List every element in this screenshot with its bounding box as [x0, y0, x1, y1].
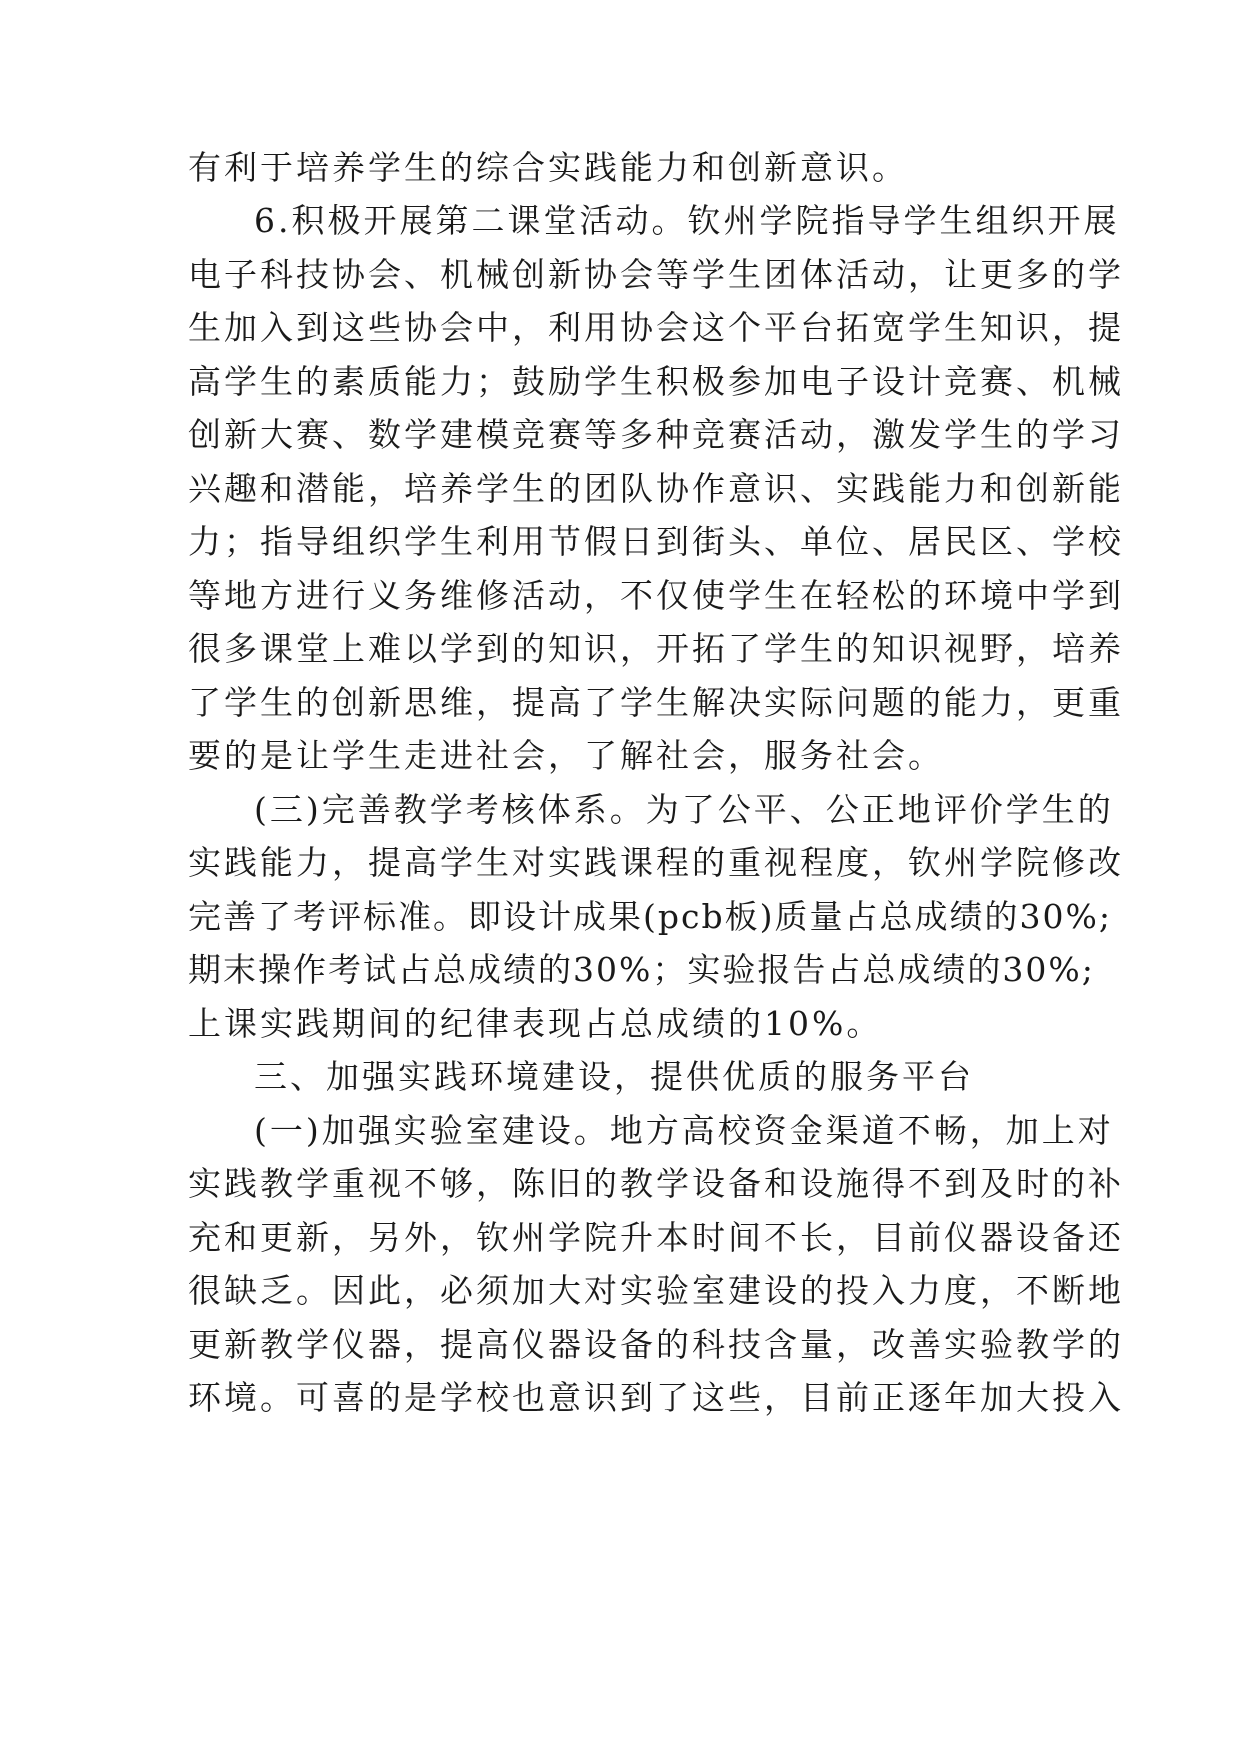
- text-line: 了学生的创新思维，提高了学生解决实际问题的能力，更重: [188, 683, 1124, 722]
- text-line: 力；指导组织学生利用节假日到街头、单位、居民区、学校: [188, 522, 1124, 561]
- text-line: 实践教学重视不够，陈旧的教学设备和设施得不到及时的补: [188, 1164, 1124, 1203]
- text-line: (一)加强实验室建设。地方高校资金渠道不畅，加上对: [254, 1111, 1114, 1150]
- text-line: 兴趣和潜能，培养学生的团队协作意识、实践能力和创新能: [188, 469, 1124, 508]
- text-line: 等地方进行义务维修活动，不仅使学生在轻松的环境中学到: [188, 576, 1124, 615]
- text-line: 有利于培养学生的综合实践能力和创新意识。: [188, 148, 908, 187]
- text-line: 生加入到这些协会中，利用协会这个平台拓宽学生知识，提: [188, 308, 1124, 347]
- text-line: 创新大赛、数学建模竞赛等多种竞赛活动，激发学生的学习: [188, 415, 1124, 454]
- text-line: 完善了考评标准。即设计成果(pcb板)质量占总成绩的30%;: [188, 897, 1112, 936]
- text-line: 更新教学仪器，提高仪器设备的科技含量，改善实验教学的: [188, 1325, 1124, 1364]
- text-line: 很缺乏。因此，必须加大对实验室建设的投入力度，不断地: [188, 1271, 1124, 1310]
- text-line: 环境。可喜的是学校也意识到了这些，目前正逐年加大投入: [188, 1378, 1124, 1417]
- text-line: 6.积极开展第二课堂活动。钦州学院指导学生组织开展: [254, 201, 1120, 240]
- text-line: 期末操作考试占总成绩的30%；实验报告占总成绩的30%;: [188, 950, 1095, 989]
- section-heading: 三、加强实践环境建设，提供优质的服务平台: [254, 1057, 974, 1096]
- text-line: 电子科技协会、机械创新协会等学生团体活动，让更多的学: [188, 255, 1124, 294]
- text-line: 充和更新，另外，钦州学院升本时间不长，目前仪器设备还: [188, 1218, 1124, 1257]
- text-line: (三)完善教学考核体系。为了公平、公正地评价学生的: [254, 790, 1114, 829]
- text-line: 很多课堂上难以学到的知识，开拓了学生的知识视野，培养: [188, 629, 1124, 668]
- text-line: 上课实践期间的纪律表现占总成绩的10%。: [188, 1004, 883, 1043]
- text-line: 实践能力，提高学生对实践课程的重视程度，钦州学院修改: [188, 843, 1124, 882]
- text-line: 要的是让学生走进社会，了解社会，服务社会。: [188, 736, 944, 775]
- text-line: 高学生的素质能力；鼓励学生积极参加电子设计竞赛、机械: [188, 362, 1124, 401]
